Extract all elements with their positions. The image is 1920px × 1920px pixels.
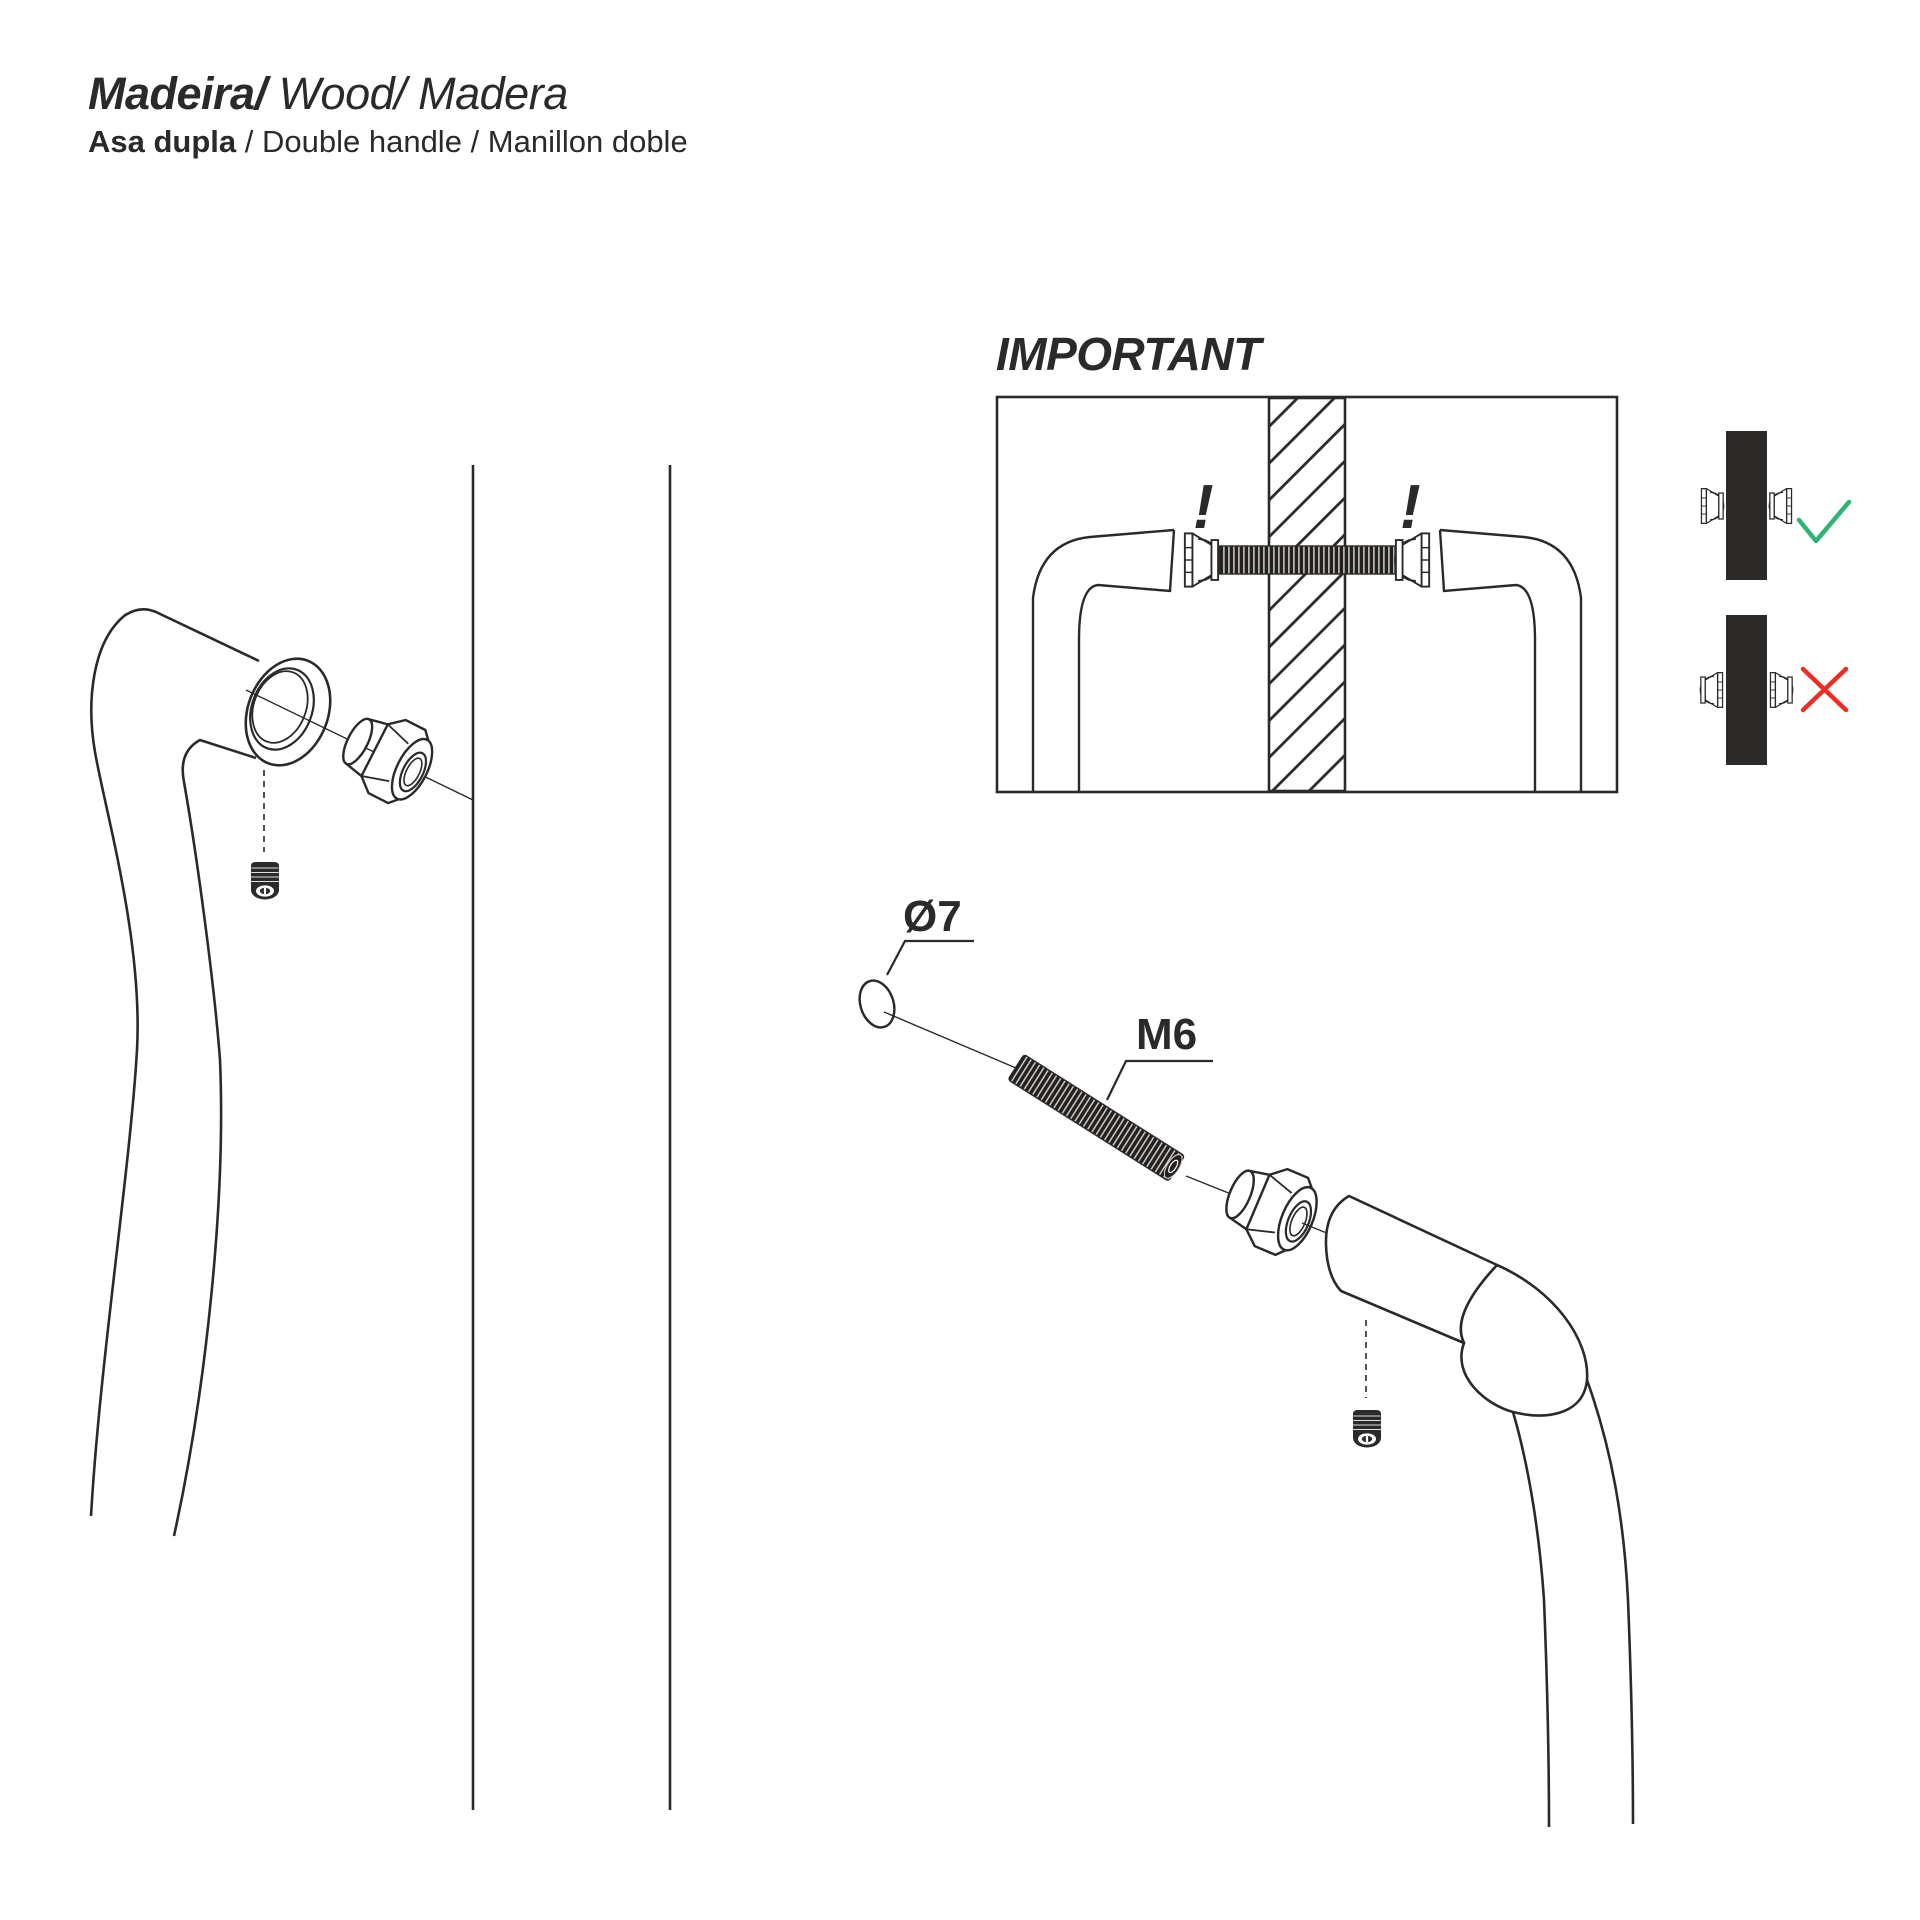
leader-line-thread: [1107, 1061, 1213, 1100]
left-handle-drawing: [91, 609, 473, 1536]
leader-line-hole: [887, 941, 974, 975]
hole-diameter-label: Ø7: [903, 892, 962, 941]
door-edge-lines: [473, 465, 670, 1810]
handle-outer-edge: [1587, 1380, 1633, 1824]
correct-mounting-icon: [1701, 431, 1849, 580]
threaded-rod: [1008, 1054, 1186, 1182]
exploded-fastener-diagram: [854, 941, 1633, 1827]
door-section-hatch: [1269, 398, 1345, 791]
nut-assembly-left-flipped: [1700, 673, 1722, 708]
sleeve-nut: [330, 700, 444, 812]
exclamation-mark: !: [1193, 473, 1214, 542]
handle-outer-edge: [91, 609, 259, 1516]
page-title: [88, 68, 568, 120]
handle-inner-edge: [1513, 1412, 1549, 1827]
handle-elbow: [1461, 1265, 1587, 1415]
important-label: IMPORTANT: [996, 328, 1261, 380]
set-screw: [1353, 1410, 1381, 1448]
thread-size-label: M6: [1136, 1010, 1198, 1059]
page-subtitle: [88, 124, 688, 160]
hole-ellipse: [854, 976, 900, 1032]
axis-line: [884, 1012, 1016, 1068]
important-box: [997, 397, 1617, 792]
product-name-translations: Wood/ Madera: [266, 68, 568, 119]
right-handle-drawing: [1326, 1196, 1633, 1827]
nut-assembly-right: [1769, 489, 1791, 524]
handle-tube-end: [231, 646, 345, 777]
handle-type: Asa dupla: [88, 124, 237, 159]
exclamation-mark: !: [1400, 473, 1421, 542]
product-name: Madeira/: [88, 68, 267, 119]
sleeve-nut: [1214, 1152, 1327, 1263]
x-icon: [1803, 669, 1846, 710]
handle-inner-edge: [174, 740, 256, 1536]
check-icon: [1799, 502, 1849, 541]
nut-assembly-right-flipped: [1770, 673, 1792, 708]
set-screw: [251, 862, 279, 900]
nut-assembly-left: [1701, 489, 1723, 524]
threaded-rod-section: [1219, 546, 1395, 574]
handle-type-translations: / Double handle / Manillon doble: [236, 124, 688, 159]
wrong-mounting-icon: [1700, 615, 1846, 765]
